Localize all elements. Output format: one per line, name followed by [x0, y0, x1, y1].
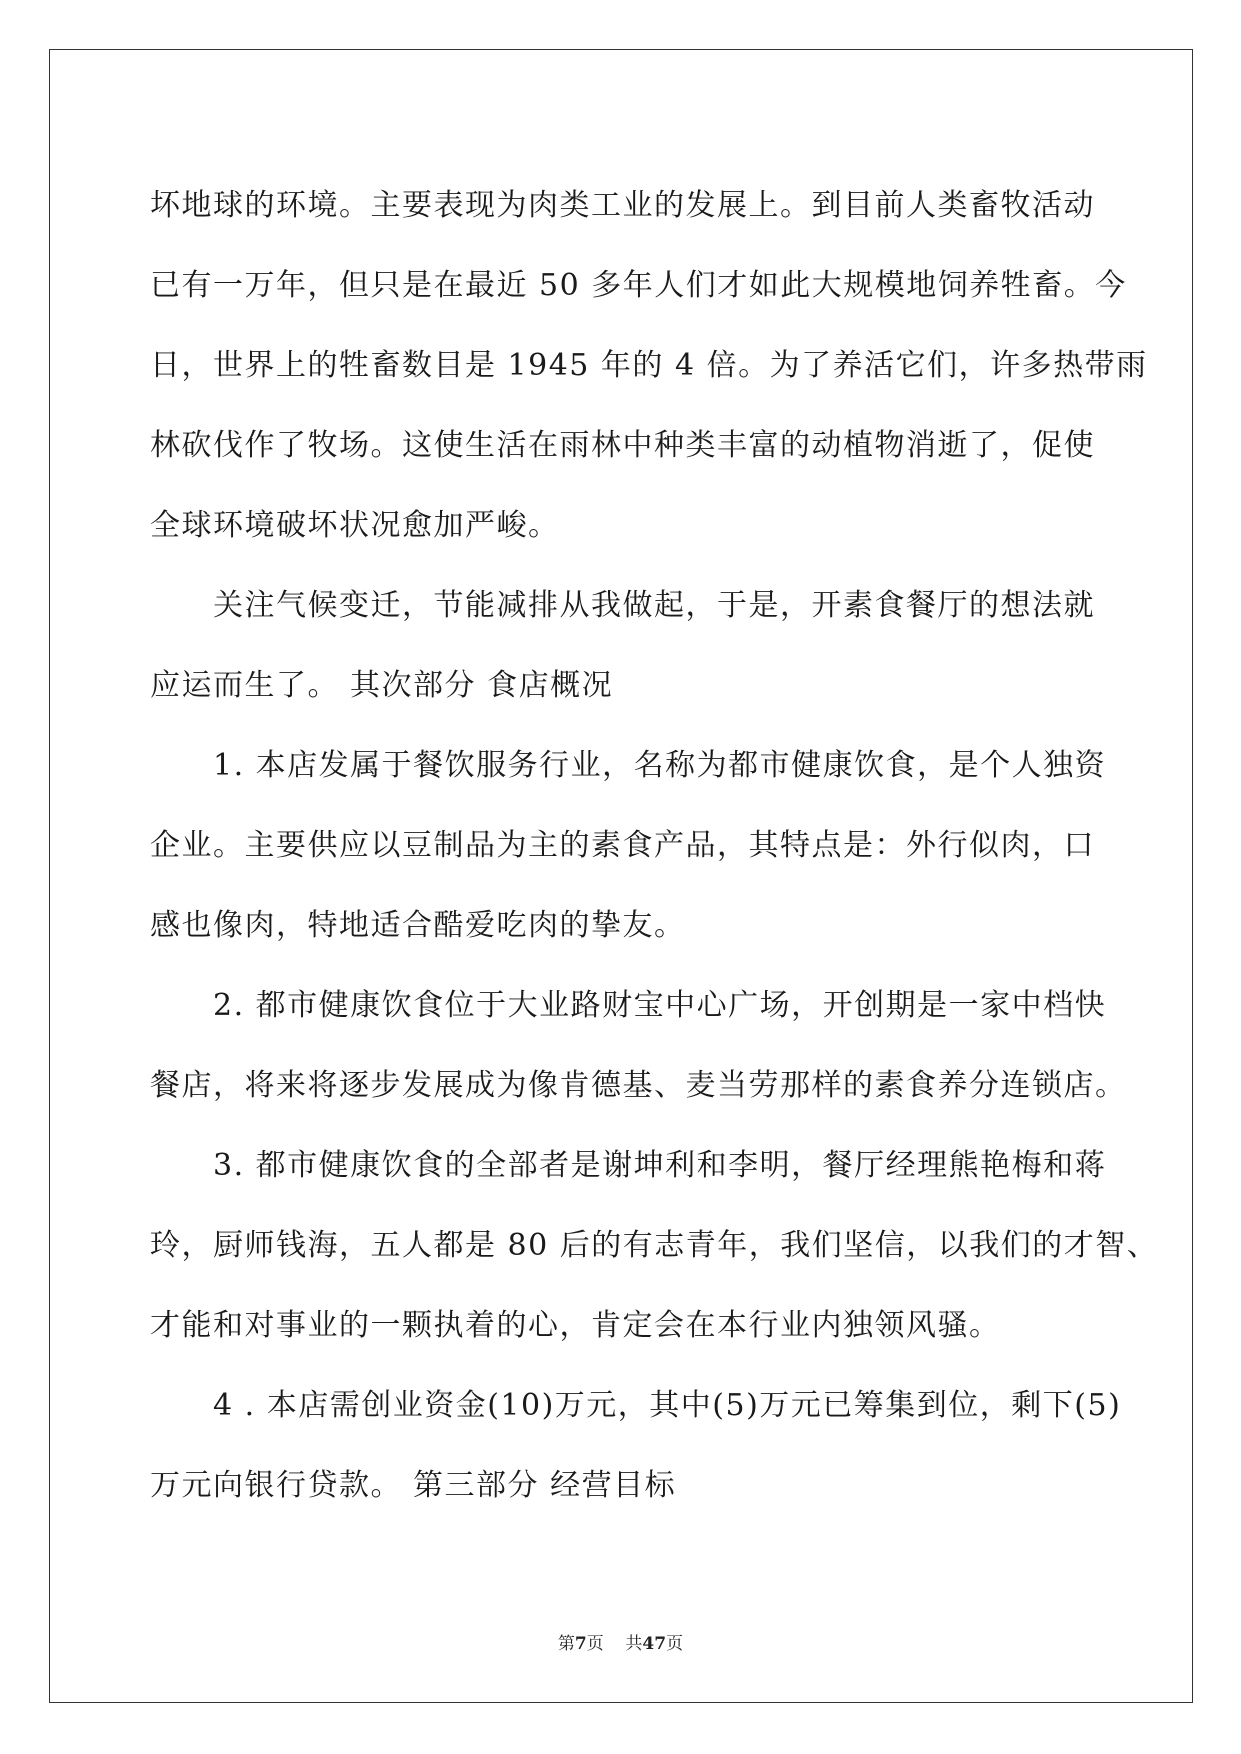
text-line: 4 . 本店需创业资金(10)万元，其中(5)万元已筹集到位，剩下(5): [150, 1388, 1122, 1423]
total-pages: 47: [642, 1634, 667, 1654]
body-text: [150, 166, 1159, 1526]
text-line: 感也像肉，特地适合酷爱吃肉的挚友。: [150, 908, 686, 943]
text-line: 2. 都市健康饮食位于大业路财宝中心广场，开创期是一家中档快: [150, 988, 1107, 1023]
footer-total-unit: 页: [666, 1634, 684, 1654]
text-line: 玲，厨师钱海，五人都是 80 后的有志青年，我们坚信，以我们的才智、: [150, 1228, 1159, 1263]
page-footer: [0, 1629, 1241, 1654]
footer-total-prefix: 共: [625, 1634, 643, 1654]
text-line: 应运而生了。 其次部分 食店概况: [150, 668, 614, 703]
footer-prefix: 第: [557, 1634, 575, 1654]
text-line: 才能和对事业的一颗执着的心，肯定会在本行业内独领风骚。: [150, 1308, 1001, 1343]
text-line: 企业。主要供应以豆制品为主的素食产品，其特点是：外行似肉，口: [150, 828, 1095, 863]
text-line: 关注气候变迁，节能减排从我做起，于是，开素食餐厅的想法就: [150, 588, 1095, 623]
text-line: 1. 本店发属于餐饮服务行业，名称为都市健康饮食，是个人独资: [150, 748, 1107, 783]
text-line: 3. 都市健康饮食的全部者是谢坤利和李明，餐厅经理熊艳梅和蒋: [150, 1148, 1107, 1183]
text-line: 日，世界上的牲畜数目是 1945 年的 4 倍。为了养活它们，许多热带雨: [150, 348, 1148, 383]
text-line: 万元向银行贷款。 第三部分 经营目标: [150, 1468, 677, 1503]
text-line: 已有一万年，但只是在最近 50 多年人们才如此大规模地饲养牲畜。今: [150, 268, 1127, 303]
text-line: 全球环境破坏状况愈加严峻。: [150, 508, 560, 543]
text-line: 坏地球的环境。主要表现为肉类工业的发展上。到目前人类畜牧活动: [150, 188, 1095, 223]
document-body: [150, 166, 1159, 1526]
page-number: 7: [574, 1634, 587, 1654]
text-line: 餐店，将来将逐步发展成为像肯德基、麦当劳那样的素食养分连锁店。: [150, 1068, 1127, 1103]
text-line: 林砍伐作了牧场。这使生活在雨林中种类丰富的动植物消逝了，促使: [150, 428, 1095, 463]
footer-page-unit: 页: [586, 1634, 604, 1654]
